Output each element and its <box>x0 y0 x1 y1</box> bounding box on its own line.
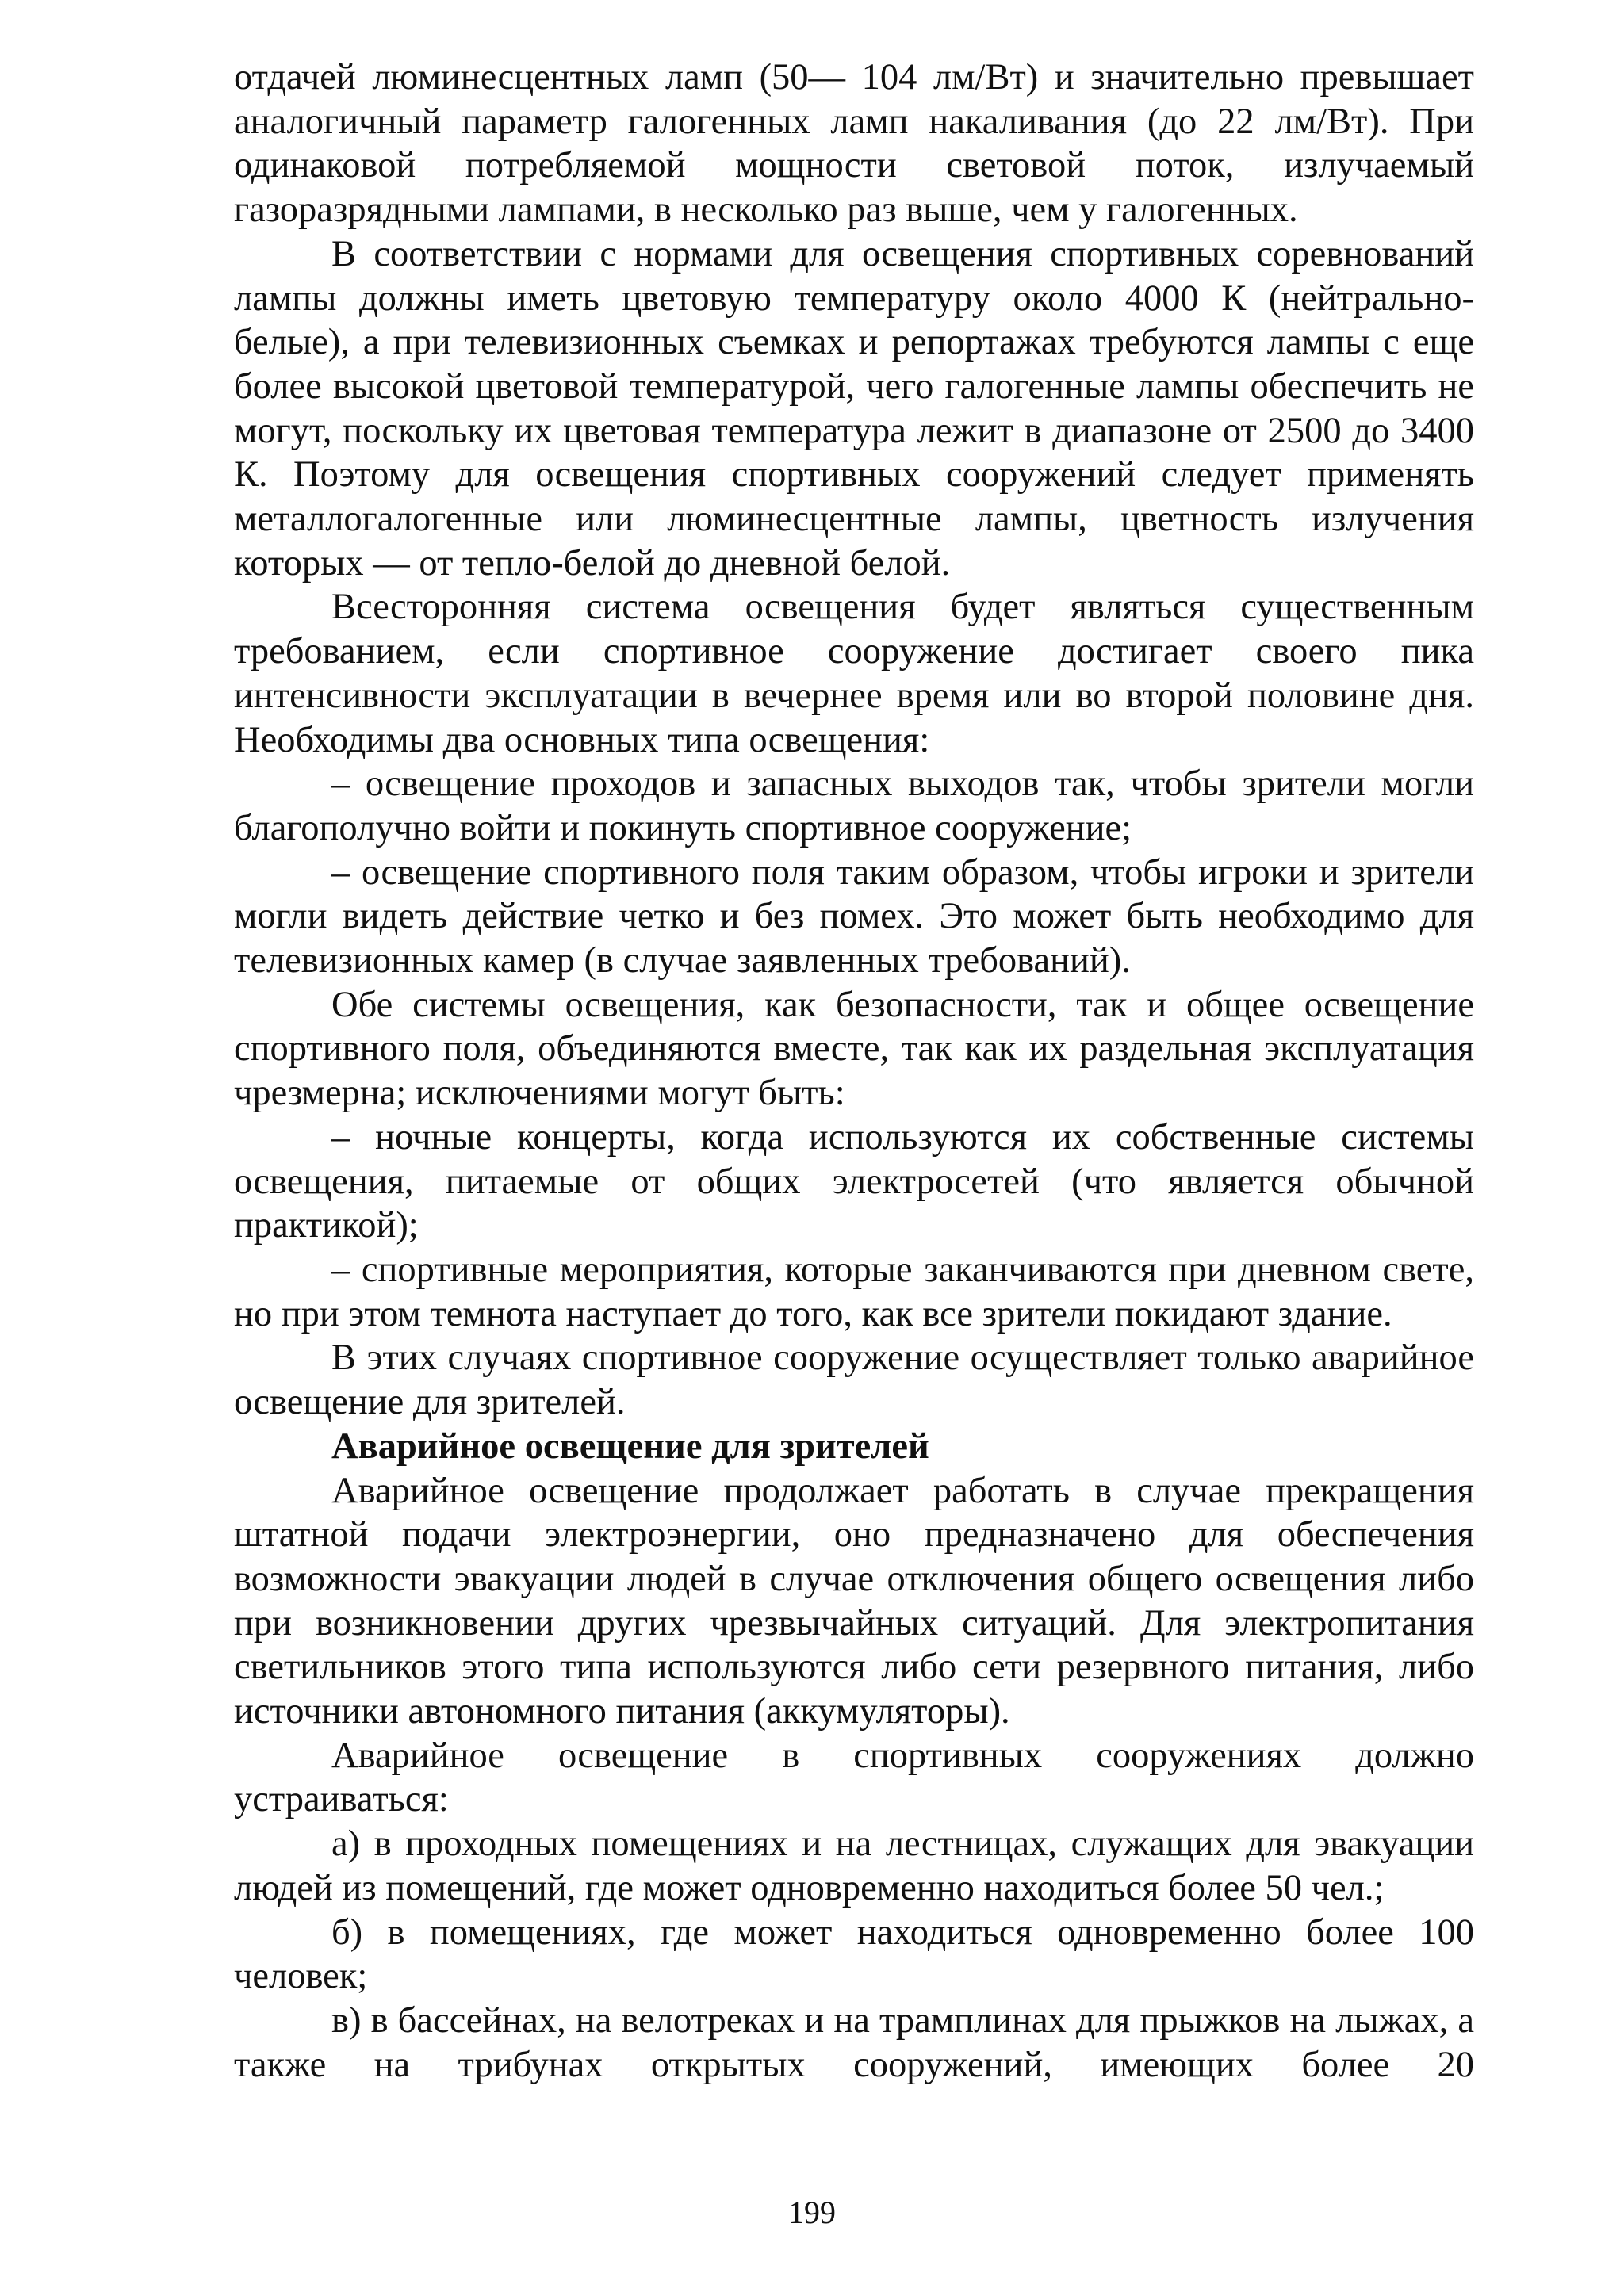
paragraph: Аварийное освещение в спортивных сооружениях должно устраиваться: <box>234 1735 1474 1820</box>
list-item: – освещение спортивного поля таким образом, чтобы игроки и зрители могли видеть действие четко и без помех. Это может быть необходимо для телевизионных камер (в случае заявленных требований). <box>234 851 1474 982</box>
list-item: в) в бассейнах, на велотреках и на трамплинах для прыжков на лыжах, а также на трибунах открытых сооружений, имеющих более 20 <box>234 1999 1474 2085</box>
page-number: 199 <box>788 2195 836 2230</box>
section-heading: Аварийное освещение для зрителей <box>331 1425 929 1467</box>
list-item: а) в проходных помещениях и на лестницах, служащих для эвакуации людей из помещений, где может одновременно находиться более 50 чел.; <box>234 1823 1474 1908</box>
body-text <box>234 55 1474 2087</box>
paragraph: Всесторонняя система освещения будет являться существенным требованием, если спортивное сооружение достигает своего пика интенсивности эксплуатации в вечернее время или во второй половине дня. Необходимы два основных типа освещения: <box>234 587 1474 760</box>
paragraph: отдачей люминесцентных ламп (50— 104 лм/Вт) и значительно превышает аналогичный параметр галогенных ламп накаливания (до 22 лм/Вт). При одинаковой потребляемой мощности световой поток, излучаемый газоразрядными лампами, в несколько раз выше, чем у галогенных. <box>234 57 1474 231</box>
list-item: – освещение проходов и запасных выходов так, чтобы зрители могли благополучно войти и покинуть спортивное сооружение; <box>234 763 1474 848</box>
paragraph: В соответствии с нормами для освещения спортивных соревнований лампы должны иметь цветовую температуру около 4000 К (нейтрально-белые), а при телевизионных съемках и репортажах требуются лампы с еще более высокой цветовой температурой, чего галогенные лампы обеспечить не могут, поскольку их цветовая температура лежит в диапазоне от 2500 до 3400 К. Поэтому для освещения спортивных сооружений следует применять металлогалогенные или люминесцентные лампы, цветность излучения которых — от тепло-белой до дневной белой. <box>234 233 1474 584</box>
list-item: б) в помещениях, где может находиться одновременно более 100 человек; <box>234 1911 1474 1997</box>
paragraph: Аварийное освещение продолжает работать в случае прекращения штатной подачи электроэнергии, оно предназначено для обеспечения возможности эвакуации людей в случае отключения общего освещения либо при возникновении других чрезвычайных ситуаций. Для электропитания светильников этого типа используются либо сети резервного питания, либо источники автономного питания (аккумуляторы). <box>234 1470 1474 1732</box>
paragraph: В этих случаях спортивное сооружение осуществляет только аварийное освещение для зрителей. <box>234 1337 1474 1423</box>
list-item: – спортивные мероприятия, которые заканчиваются при дневном свете, но при этом темнота наступает до того, как все зрители покидают здание. <box>234 1249 1474 1334</box>
paragraph: Обе системы освещения, как безопасности, так и общее освещение спортивного поля, объединяются вместе, так как их раздельная эксплуатация чрезмерна; исключениями могут быть: <box>234 984 1474 1114</box>
list-item: – ночные концерты, когда используются их собственные системы освещения, питаемые от общих электросетей (что является обычной практикой); <box>234 1116 1474 1246</box>
